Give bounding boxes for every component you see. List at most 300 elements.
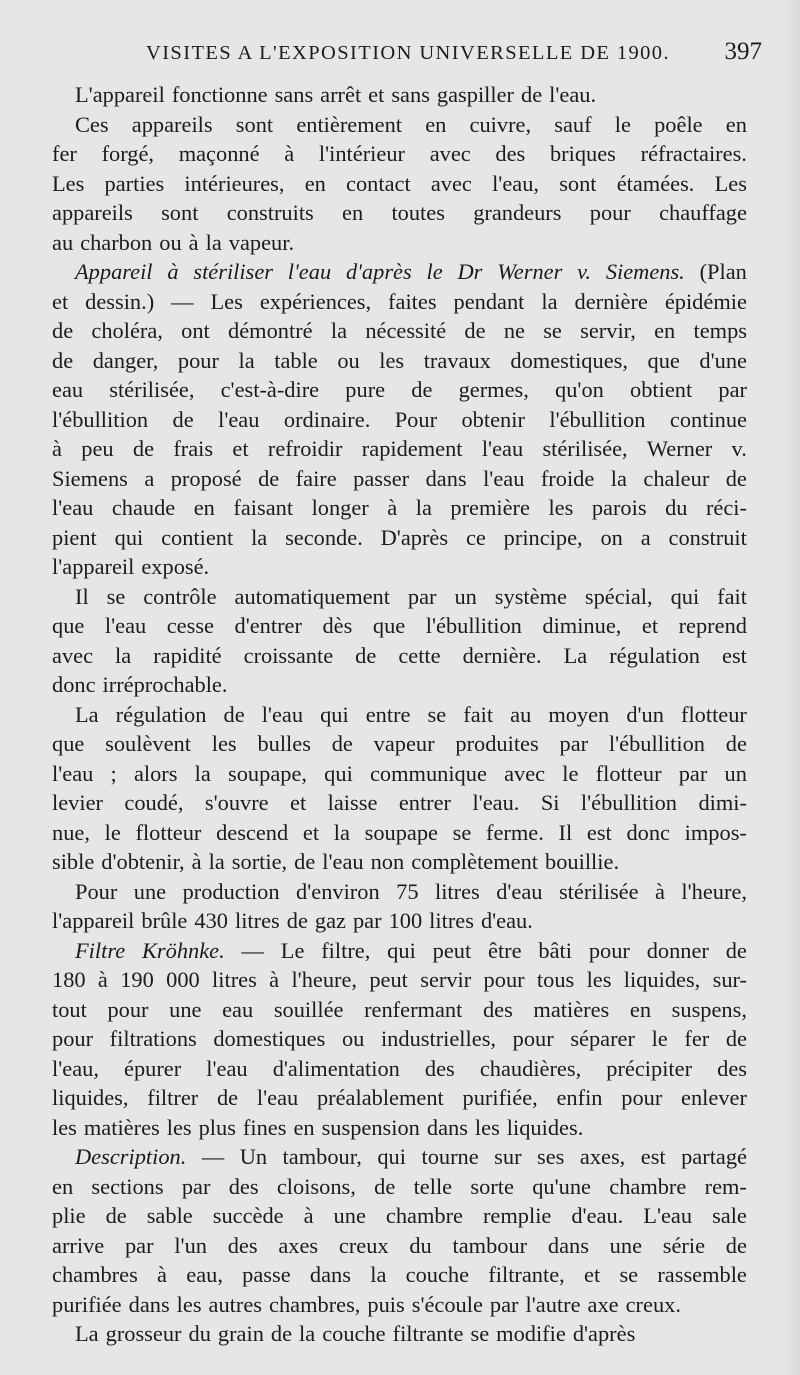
word: par <box>678 760 708 786</box>
word: ce <box>465 524 486 550</box>
word: chaleur <box>643 465 710 491</box>
word: se <box>427 701 447 727</box>
word: d'une <box>699 347 747 373</box>
word: donner <box>646 937 709 963</box>
word: chaude <box>111 495 176 520</box>
word: froide <box>540 465 595 491</box>
word: chambre <box>385 1203 463 1228</box>
text-line <box>52 1113 747 1143</box>
word: épidémie <box>664 288 747 314</box>
word: industrielles, <box>380 1026 497 1051</box>
word: flotteur <box>135 819 202 845</box>
text-line <box>52 375 747 405</box>
paragraph <box>52 936 747 1143</box>
word: maçonné <box>178 141 260 166</box>
word: les <box>166 1114 192 1140</box>
word: Ces <box>75 111 109 137</box>
word: fait <box>463 701 494 727</box>
running-title: VISITES A L'EXPOSITION UNIVERSELLE DE 1900. <box>146 42 670 64</box>
text-line <box>52 611 747 641</box>
word: v. <box>577 259 591 284</box>
text-line <box>52 1290 747 1320</box>
word: Un <box>239 1144 268 1169</box>
word: flotteur <box>595 760 662 786</box>
word: cette <box>398 642 441 668</box>
word: succède <box>212 1203 284 1228</box>
word: flotteur <box>680 701 747 727</box>
word: soulèvent <box>105 731 191 756</box>
word: nécessité <box>365 318 447 343</box>
word: d'entrer <box>234 613 302 638</box>
word: la <box>238 347 255 373</box>
word: Il <box>558 819 573 845</box>
word: première <box>450 495 530 520</box>
word: spécial, <box>584 583 653 609</box>
word: faisant <box>233 495 294 520</box>
word: dernière. <box>462 642 542 668</box>
word: une <box>609 1232 643 1258</box>
word: parties <box>104 170 165 196</box>
word: principe, <box>503 524 583 550</box>
word: à <box>191 849 202 874</box>
word: de <box>216 1085 239 1110</box>
word: grandeurs <box>473 200 562 225</box>
word: chambres <box>52 1262 138 1287</box>
word: se <box>452 819 472 845</box>
word: a <box>144 465 155 491</box>
word: de <box>223 701 245 727</box>
word: brûle <box>141 908 188 933</box>
word: de <box>725 1026 747 1051</box>
word: avec <box>429 141 471 166</box>
word: l'eau <box>206 1055 248 1081</box>
word: La <box>563 642 588 668</box>
word: grain <box>217 1321 264 1346</box>
word: l'eau <box>52 495 94 520</box>
text-line <box>52 670 747 700</box>
word: domestiques <box>213 1026 326 1051</box>
word: est <box>722 642 747 668</box>
word: sans <box>391 82 430 107</box>
word: dans <box>547 1232 589 1258</box>
word: plus <box>198 1114 236 1140</box>
word: la <box>251 524 268 550</box>
word: d'obtenir, <box>101 849 185 874</box>
text-line <box>52 1024 747 1054</box>
word: en <box>52 1173 74 1199</box>
text-line <box>52 316 747 346</box>
word: sauf <box>554 111 592 137</box>
word: d'environ <box>296 878 380 904</box>
word: 75 <box>396 878 419 904</box>
word: l'ébullition <box>425 613 522 638</box>
word: l'heure, <box>291 967 358 992</box>
word: démontré <box>228 318 313 343</box>
word: d'après <box>345 259 412 284</box>
word: La <box>75 701 99 727</box>
word: sur- <box>712 967 747 992</box>
word: l'ébullition <box>549 406 646 432</box>
word: L'appareil <box>75 82 165 107</box>
word: être <box>488 937 522 963</box>
word: par <box>352 908 382 933</box>
word: — <box>241 937 264 963</box>
word: diminue, <box>542 613 622 638</box>
word: bulles <box>257 731 311 756</box>
text-line <box>52 641 747 671</box>
text-line <box>52 1054 747 1084</box>
word: eau <box>222 996 254 1022</box>
word: creux <box>338 1232 389 1258</box>
word: travaux <box>423 347 491 373</box>
word: Filtre <box>75 937 126 963</box>
word: qu'on <box>555 377 604 402</box>
word: en <box>193 495 215 520</box>
word: communique <box>369 760 487 786</box>
word: 190 <box>120 967 154 992</box>
word: — <box>171 288 194 314</box>
word: entre <box>365 701 411 727</box>
word: l'un <box>174 1232 207 1258</box>
word: qui <box>324 760 353 786</box>
word: pure <box>345 377 386 402</box>
word: de <box>258 465 280 491</box>
text-line <box>52 847 747 877</box>
word: par <box>489 1291 519 1317</box>
word: sans <box>274 82 314 107</box>
text-line <box>52 434 747 464</box>
word: de <box>294 849 316 874</box>
word: cesse <box>166 613 214 638</box>
text-line <box>52 729 747 759</box>
word: la <box>610 465 627 491</box>
word: l'eau. <box>549 82 597 107</box>
word: que <box>52 731 85 756</box>
word: partagé <box>681 1144 747 1169</box>
word: appareils <box>52 200 133 225</box>
word: l'eau <box>256 1085 299 1110</box>
word: rapidement <box>361 436 463 461</box>
word: arrêt <box>320 82 362 107</box>
text-line <box>52 877 747 907</box>
word: soupape, <box>228 760 307 786</box>
word: pendant <box>453 288 525 314</box>
word: pour <box>589 200 631 225</box>
word: à <box>284 141 295 166</box>
word: fonctionne <box>171 82 268 107</box>
word: et <box>368 82 385 107</box>
word: Siemens <box>52 465 128 491</box>
word: Il <box>75 583 89 609</box>
paragraph <box>52 1142 747 1319</box>
word: production <box>182 878 280 904</box>
word: sont <box>559 170 597 196</box>
word: germes, <box>458 377 529 402</box>
word: stérilisée <box>558 878 639 904</box>
word: l'eau <box>52 760 94 786</box>
word: ; <box>110 760 117 786</box>
paragraph <box>52 1319 747 1349</box>
paragraph <box>52 80 747 110</box>
text-line <box>52 936 747 966</box>
word: préalablement <box>316 1085 444 1110</box>
word: sont <box>235 111 274 137</box>
word: tambour, <box>282 1144 362 1169</box>
word: s'écoule <box>411 1291 483 1317</box>
word: de <box>132 436 155 461</box>
word: des <box>495 141 526 166</box>
word: qu'une <box>532 1173 591 1199</box>
text-line <box>52 464 747 494</box>
word: dans <box>425 465 467 491</box>
word: de <box>52 318 74 343</box>
word: table <box>274 347 318 373</box>
word: qui <box>377 1144 406 1169</box>
word: un <box>454 583 477 609</box>
word: contrôle <box>143 583 217 609</box>
word: dans <box>309 1262 351 1287</box>
word: ordinaire. <box>283 406 371 432</box>
word: soupape <box>364 819 438 845</box>
word: liquides, <box>52 1085 129 1110</box>
word: sable <box>146 1203 193 1228</box>
word: tambour <box>452 1232 528 1258</box>
text-line <box>52 1083 747 1113</box>
word: des <box>482 996 513 1022</box>
word: la <box>541 288 558 314</box>
text-line <box>52 965 747 995</box>
word: au <box>510 701 532 727</box>
word: enfin <box>556 1085 603 1110</box>
word: de <box>725 465 747 491</box>
word: 430 <box>194 908 228 933</box>
word: appareils <box>131 111 213 137</box>
word: fer <box>52 141 77 166</box>
word: le <box>614 111 631 137</box>
word: et <box>302 819 320 845</box>
word: La <box>75 1321 99 1346</box>
word: fines <box>242 1114 287 1140</box>
word: les <box>52 1114 77 1140</box>
word: sont <box>161 200 199 225</box>
word: la <box>205 229 222 255</box>
word: en <box>654 318 676 343</box>
word: Dr <box>457 259 483 284</box>
word: tourne <box>421 1144 479 1169</box>
word: la <box>194 760 211 786</box>
word: que <box>647 347 680 373</box>
word: filtre, <box>321 937 371 963</box>
word: peut <box>369 967 408 992</box>
word: l'eau <box>481 436 524 461</box>
word: ou <box>341 1026 365 1051</box>
word: et <box>641 613 659 638</box>
word: stérilisée, <box>109 377 195 402</box>
word: de <box>464 318 486 343</box>
word: la <box>299 1321 316 1346</box>
text-line <box>52 523 747 553</box>
word: Pour <box>75 878 118 904</box>
body-text <box>52 80 747 1349</box>
word: non <box>370 849 405 874</box>
word: de <box>355 642 377 668</box>
word: axes <box>278 1232 319 1258</box>
word: rem- <box>704 1173 747 1199</box>
word: on <box>600 524 623 550</box>
word: reprend <box>678 613 747 638</box>
word: matières <box>83 1114 160 1140</box>
text-line <box>52 1231 747 1261</box>
word: coudé, <box>124 790 184 815</box>
word: servir <box>420 967 472 992</box>
word: au <box>52 229 74 255</box>
word: chauffage <box>659 200 747 225</box>
word: rassemble <box>657 1262 747 1287</box>
word: de <box>286 908 308 933</box>
word: se <box>106 583 126 609</box>
word: de <box>105 1203 127 1228</box>
word: par <box>181 1173 211 1199</box>
word: pour <box>107 996 149 1022</box>
word: régulation <box>609 642 700 668</box>
word: dimi- <box>698 790 747 815</box>
text-line <box>52 139 747 169</box>
text-line <box>52 1142 747 1172</box>
word: l'eau <box>104 613 147 638</box>
word: chambre <box>609 1173 687 1199</box>
word: temps <box>693 318 747 343</box>
text-line <box>52 582 747 612</box>
word: que <box>372 613 406 638</box>
word: donc <box>52 672 96 697</box>
word: l'eau. <box>472 790 520 815</box>
word: vapeur. <box>228 229 295 255</box>
word: par <box>718 377 747 402</box>
word: les <box>176 1291 202 1317</box>
word: épurer <box>124 1055 182 1081</box>
text-line <box>52 1172 747 1202</box>
word: gaspiller <box>436 82 515 107</box>
word: Siemens. <box>605 259 685 284</box>
text-line <box>52 788 747 818</box>
word: levier <box>52 790 103 815</box>
word: l'appareil <box>52 908 135 933</box>
word: litres <box>429 908 474 933</box>
word: forgé, <box>101 141 154 166</box>
word: Le <box>280 937 305 963</box>
word: les <box>379 347 405 373</box>
word: à <box>269 967 280 992</box>
word: eau <box>52 377 84 402</box>
word: expériences, <box>259 288 372 314</box>
text-line <box>52 169 747 199</box>
word: litres <box>212 967 257 992</box>
text-line <box>52 906 747 936</box>
word: les <box>474 1114 500 1140</box>
paragraph <box>52 700 747 877</box>
word: couche <box>322 1321 386 1346</box>
word: pour <box>588 937 630 963</box>
word: gaz <box>314 908 346 933</box>
word: étamées. <box>616 170 695 196</box>
word: construits <box>226 200 314 225</box>
word: de <box>172 406 194 432</box>
word: le <box>562 760 579 786</box>
word: la <box>115 642 132 668</box>
word: filtrer <box>147 1085 199 1110</box>
word: seconde. <box>285 524 363 550</box>
text-line <box>52 818 747 848</box>
page-header <box>0 38 800 72</box>
word: une <box>169 996 202 1022</box>
word: croissante <box>243 642 334 668</box>
word: d'eau <box>496 878 543 904</box>
word: renfermant <box>364 996 463 1022</box>
word: les <box>586 967 612 992</box>
word: ferme. <box>486 819 544 845</box>
word: l'eau <box>483 465 525 491</box>
text-line <box>52 1201 747 1231</box>
word: l'eau <box>322 849 364 874</box>
word: avec <box>504 760 546 786</box>
word: d'alimentation <box>272 1055 400 1081</box>
word: se <box>619 1262 639 1287</box>
word: 100 <box>388 908 423 933</box>
word: la <box>330 318 348 343</box>
word: Werner <box>497 259 563 284</box>
word: d'après <box>572 1321 636 1346</box>
text-line <box>52 228 747 258</box>
text-line <box>52 700 747 730</box>
word: faire <box>295 465 337 491</box>
word: la <box>333 819 350 845</box>
word: qui <box>387 937 416 963</box>
word: liquides, <box>623 967 701 992</box>
word: (Plan <box>699 259 747 284</box>
word: filtrations <box>109 1026 197 1051</box>
word: l'intérieur <box>318 141 405 166</box>
word: le <box>651 1026 668 1051</box>
word: à <box>167 259 179 284</box>
word: d'un <box>626 701 664 727</box>
word: des <box>227 1232 258 1258</box>
page-number: 397 <box>724 38 762 65</box>
word: enlever <box>681 1085 747 1110</box>
word: parois <box>591 495 647 520</box>
paragraph <box>52 877 747 936</box>
word: en <box>425 111 447 137</box>
word: Kröhnke. <box>142 937 225 963</box>
word: Pour <box>394 406 438 432</box>
word: dernière <box>574 288 648 314</box>
word: produites <box>455 731 539 756</box>
word: l'eau, <box>52 1055 99 1081</box>
word: dans <box>426 1114 468 1140</box>
word: et <box>290 790 307 815</box>
word: l'ébullition <box>608 731 705 756</box>
word: autres <box>208 1291 263 1317</box>
word: nue, <box>52 819 90 845</box>
word: de <box>521 82 543 107</box>
word: filtrante, <box>488 1262 565 1287</box>
word: les <box>548 495 574 520</box>
word: Les <box>714 170 747 196</box>
word: se <box>543 318 562 343</box>
word: un <box>724 760 747 786</box>
word: de <box>270 1321 293 1346</box>
word: plie <box>52 1203 86 1228</box>
word: fait <box>717 583 747 609</box>
